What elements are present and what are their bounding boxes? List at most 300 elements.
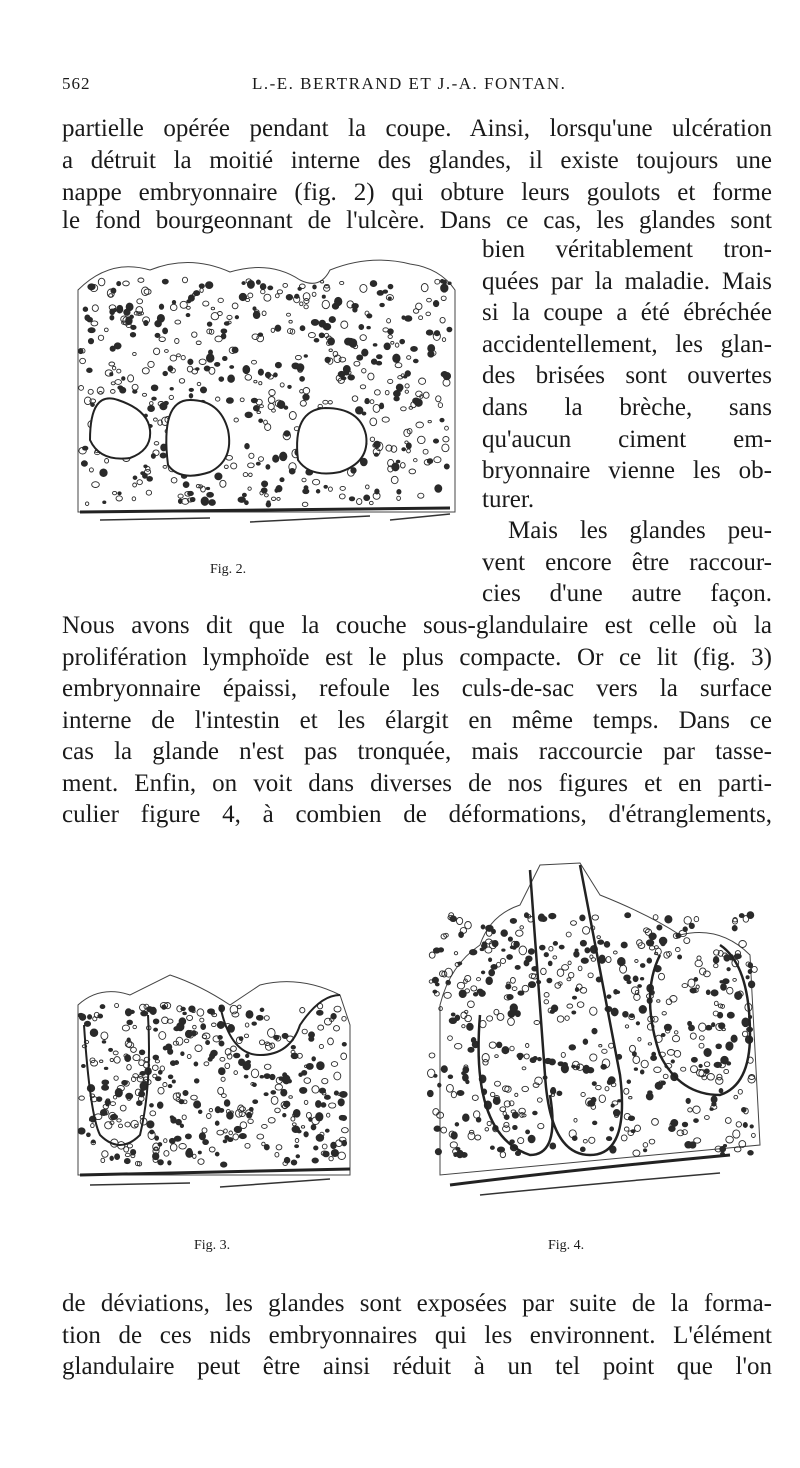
cell-stipple xyxy=(296,1155,300,1158)
cell-stipple xyxy=(217,1022,224,1029)
cell-stipple xyxy=(92,305,98,312)
cell-stipple xyxy=(495,1081,501,1086)
cell-stipple xyxy=(245,412,252,418)
cell-stipple xyxy=(601,1064,607,1069)
cell-stipple xyxy=(720,981,723,983)
cell-stipple xyxy=(518,1138,524,1144)
cell-stipple xyxy=(433,948,440,953)
cell-stipple xyxy=(659,937,667,944)
cell-stipple xyxy=(545,1058,552,1063)
cell-stipple xyxy=(232,303,238,309)
cell-stipple xyxy=(574,951,579,957)
cell-stipple xyxy=(329,349,332,352)
cell-stipple xyxy=(231,1046,237,1051)
cell-stipple xyxy=(339,1115,345,1120)
cell-stipple xyxy=(697,956,701,960)
cell-stipple xyxy=(515,1093,518,1096)
cell-stipple xyxy=(265,424,271,431)
cell-stipple xyxy=(727,968,730,971)
cell-stipple xyxy=(475,1135,481,1140)
cell-stipple xyxy=(727,987,733,994)
cell-stipple xyxy=(712,1102,716,1106)
cell-stipple xyxy=(716,1078,723,1085)
cell-stipple xyxy=(312,1086,319,1093)
cell-stipple xyxy=(157,314,164,322)
cell-stipple xyxy=(486,977,493,985)
cell-stipple xyxy=(300,401,306,407)
cell-stipple xyxy=(727,1012,734,1018)
cell-stipple xyxy=(725,1118,731,1124)
cell-stipple xyxy=(572,996,576,999)
cell-stipple xyxy=(215,1152,219,1156)
cell-stipple xyxy=(512,987,517,991)
cell-stipple xyxy=(148,361,154,367)
cell-stipple xyxy=(439,1007,443,1011)
cell-stipple xyxy=(151,385,158,391)
cell-stipple xyxy=(458,962,462,965)
cell-stipple xyxy=(471,1038,476,1043)
cell-stipple xyxy=(312,1057,316,1061)
cell-stipple xyxy=(265,372,270,378)
cell-stipple xyxy=(468,1001,475,1008)
cell-stipple xyxy=(85,502,88,506)
cell-stipple xyxy=(109,362,115,366)
cell-stipple xyxy=(175,339,179,344)
cell-stipple xyxy=(256,462,260,465)
cell-stipple xyxy=(168,1161,171,1165)
cell-stipple xyxy=(342,1140,347,1146)
cell-stipple xyxy=(185,1030,192,1037)
cell-stipple xyxy=(480,948,484,951)
cell-stipple xyxy=(643,1149,646,1152)
cell-stipple xyxy=(629,1014,634,1018)
cell-stipple xyxy=(442,338,445,342)
cell-stipple xyxy=(634,1068,637,1071)
cell-stipple xyxy=(553,956,557,959)
cell-stipple xyxy=(211,313,219,320)
cell-stipple xyxy=(280,383,284,387)
cell-stipple xyxy=(449,1018,456,1024)
cell-stipple xyxy=(504,1122,509,1127)
cell-stipple xyxy=(557,1091,562,1095)
cell-stipple xyxy=(416,422,424,428)
cell-stipple xyxy=(118,1124,122,1128)
cell-stipple xyxy=(273,455,279,462)
cell-stipple xyxy=(405,316,412,322)
cell-stipple xyxy=(207,1114,212,1119)
cell-stipple xyxy=(588,973,593,978)
cell-stipple xyxy=(110,1102,115,1106)
cell-stipple xyxy=(182,1115,186,1120)
cell-stipple xyxy=(131,1047,137,1052)
cell-stipple xyxy=(198,1159,204,1165)
cell-stipple xyxy=(211,1050,218,1056)
cell-stipple xyxy=(676,948,681,952)
cell-stipple xyxy=(105,1122,112,1129)
fig-4-drawing xyxy=(420,855,770,1210)
cell-stipple xyxy=(163,328,168,334)
cell-stipple xyxy=(470,950,477,955)
cell-stipple xyxy=(522,1067,526,1070)
cell-stipple xyxy=(661,1033,665,1036)
cell-stipple xyxy=(322,1144,327,1149)
cell-stipple xyxy=(101,1032,108,1040)
cell-stipple xyxy=(283,1073,287,1078)
cell-stipple xyxy=(252,334,259,340)
cell-stipple xyxy=(177,354,181,357)
cell-stipple xyxy=(249,473,253,476)
cell-stipple xyxy=(636,1022,639,1025)
cell-stipple xyxy=(165,350,169,353)
cell-stipple xyxy=(207,492,214,497)
cell-stipple xyxy=(503,1126,510,1132)
cell-stipple xyxy=(155,1060,159,1063)
cell-stipple xyxy=(538,914,544,921)
cell-stipple xyxy=(517,1053,523,1058)
cell-stipple xyxy=(150,402,154,406)
cell-stipple xyxy=(618,1100,622,1102)
cell-stipple xyxy=(115,1154,120,1160)
cell-stipple xyxy=(492,929,496,934)
cell-stipple xyxy=(295,294,299,298)
cell-stipple xyxy=(597,936,601,939)
cell-stipple xyxy=(354,361,360,366)
cell-stipple xyxy=(258,369,263,375)
cell-stipple xyxy=(124,1159,130,1164)
cell-stipple xyxy=(268,397,275,404)
cell-stipple xyxy=(154,442,159,445)
cell-stipple xyxy=(283,283,288,287)
cell-stipple xyxy=(727,1062,731,1065)
text-line: tion de ces nids embryonnaires qui les environnent. L'élément xyxy=(62,1322,772,1349)
cell-stipple xyxy=(558,1062,564,1066)
cell-stipple xyxy=(335,297,342,305)
cell-stipple xyxy=(433,301,438,307)
cell-stipple xyxy=(652,1052,656,1056)
cell-stipple xyxy=(283,1114,286,1117)
cell-stipple xyxy=(616,991,620,994)
cell-stipple xyxy=(243,1062,251,1070)
cell-stipple xyxy=(592,915,598,920)
cell-stipple xyxy=(166,1044,172,1050)
cell-stipple xyxy=(356,407,363,414)
cell-stipple xyxy=(270,1074,275,1079)
cell-stipple xyxy=(602,1049,607,1053)
cell-stipple xyxy=(189,388,193,391)
text-line: vent encore être raccour- xyxy=(482,549,772,576)
cell-stipple xyxy=(130,1010,135,1013)
cell-stipple xyxy=(302,1070,307,1075)
cell-stipple xyxy=(298,287,302,290)
cell-stipple xyxy=(500,1107,506,1112)
cell-stipple xyxy=(295,355,301,359)
cell-stipple xyxy=(377,291,383,296)
cell-stipple xyxy=(203,301,209,306)
cell-stipple xyxy=(297,1130,301,1133)
cell-stipple xyxy=(432,977,438,983)
cell-stipple xyxy=(322,295,325,298)
text-line: partielle opérée pendant la coupe. Ainsi, lorsqu'une ulcération xyxy=(62,115,772,142)
cell-stipple xyxy=(78,1128,85,1134)
cell-stipple xyxy=(268,403,274,409)
cell-stipple xyxy=(387,319,391,323)
cell-stipple xyxy=(497,1147,504,1152)
cell-stipple xyxy=(667,1050,674,1056)
cell-stipple xyxy=(286,294,292,300)
cell-stipple xyxy=(257,1134,264,1139)
cell-stipple xyxy=(300,1087,307,1093)
cell-stipple xyxy=(508,1018,515,1026)
cell-stipple xyxy=(162,279,168,284)
cell-stipple xyxy=(448,282,451,285)
cell-stipple xyxy=(228,375,235,382)
cell-stipple xyxy=(663,1074,668,1078)
cell-stipple xyxy=(114,1057,120,1064)
cell-stipple xyxy=(646,940,653,946)
cell-stipple xyxy=(289,1096,293,1099)
cell-stipple xyxy=(534,1021,540,1025)
cell-stipple xyxy=(695,960,702,967)
cell-stipple xyxy=(401,407,407,411)
cell-stipple xyxy=(607,995,611,999)
cell-stipple xyxy=(590,1054,597,1061)
cell-stipple xyxy=(261,290,265,294)
cell-stipple xyxy=(198,1110,202,1113)
cell-stipple xyxy=(445,968,453,977)
cell-stipple xyxy=(682,1130,687,1135)
cell-stipple xyxy=(181,1007,186,1010)
cell-stipple xyxy=(629,1097,632,1099)
cell-stipple xyxy=(490,1146,494,1149)
cell-stipple xyxy=(251,1069,258,1078)
cell-stipple xyxy=(611,1008,618,1016)
cell-stipple xyxy=(264,1074,270,1079)
cell-stipple xyxy=(391,341,394,344)
cell-stipple xyxy=(265,494,269,497)
cell-stipple xyxy=(312,292,316,296)
cell-stipple xyxy=(206,487,209,489)
cell-stipple xyxy=(501,930,508,937)
cell-stipple xyxy=(652,1119,659,1126)
cell-stipple xyxy=(243,366,250,374)
cell-stipple xyxy=(102,1080,109,1085)
cell-stipple xyxy=(395,343,399,347)
cell-stipple xyxy=(88,338,93,343)
cell-stipple xyxy=(416,391,423,397)
cell-stipple xyxy=(485,1128,489,1131)
cell-stipple xyxy=(686,1098,690,1103)
cell-stipple xyxy=(658,973,664,980)
cell-stipple xyxy=(256,280,260,284)
cell-stipple xyxy=(114,343,121,349)
cell-stipple xyxy=(648,1043,651,1045)
cell-stipple xyxy=(142,368,149,374)
cell-stipple xyxy=(489,970,495,976)
cell-stipple xyxy=(221,1077,225,1081)
cell-stipple xyxy=(691,1057,697,1062)
cell-stipple xyxy=(261,488,267,493)
text-line: glandulaire peut être ainsi réduit à un tel point que l'on xyxy=(62,1353,772,1380)
cell-stipple xyxy=(247,280,254,288)
cell-stipple xyxy=(438,1083,441,1087)
cell-stipple xyxy=(489,958,492,962)
cell-stipple xyxy=(91,1124,95,1128)
cell-stipple xyxy=(110,315,114,320)
text-line: de déviations, les glandes sont exposées par suite de la forma- xyxy=(62,1290,772,1317)
cell-stipple xyxy=(336,1140,343,1147)
cell-stipple xyxy=(427,459,432,463)
cell-stipple xyxy=(262,311,266,316)
cell-stipple xyxy=(215,1107,220,1113)
cell-stipple xyxy=(303,489,309,494)
cell-stipple xyxy=(331,1062,337,1067)
cell-stipple xyxy=(433,1109,439,1116)
cell-stipple xyxy=(477,989,483,993)
cell-stipple xyxy=(451,1132,457,1139)
cell-stipple xyxy=(259,457,264,462)
cell-stipple xyxy=(153,1153,159,1160)
cell-stipple xyxy=(409,469,416,474)
cell-stipple xyxy=(238,497,245,502)
cell-stipple xyxy=(413,309,418,314)
cell-stipple xyxy=(128,375,134,382)
cell-stipple xyxy=(111,382,115,385)
cell-stipple xyxy=(240,1107,246,1111)
cell-stipple xyxy=(164,1151,169,1157)
cell-stipple xyxy=(682,984,688,988)
cell-stipple xyxy=(376,361,381,365)
cell-stipple xyxy=(140,1004,147,1011)
cell-stipple xyxy=(489,1042,496,1048)
cell-stipple xyxy=(562,965,569,971)
cell-stipple xyxy=(418,493,424,498)
cell-stipple xyxy=(421,284,428,292)
cell-stipple xyxy=(293,1109,300,1117)
cell-stipple xyxy=(591,958,595,962)
cell-stipple xyxy=(186,314,190,317)
cell-stipple xyxy=(540,945,546,950)
cell-stipple xyxy=(370,418,377,426)
cell-stipple xyxy=(103,501,106,504)
cell-stipple xyxy=(88,389,93,394)
cell-stipple xyxy=(428,1069,435,1077)
text-line: qu'aucun ciment em- xyxy=(482,426,772,453)
cell-stipple xyxy=(125,1153,130,1156)
cell-stipple xyxy=(276,486,282,492)
cell-stipple xyxy=(426,330,433,335)
cell-stipple xyxy=(80,358,86,363)
cell-stipple xyxy=(713,957,719,963)
cell-stipple xyxy=(240,398,244,402)
cell-stipple xyxy=(163,466,167,469)
cell-stipple xyxy=(304,299,309,304)
cell-stipple xyxy=(291,1046,295,1050)
cell-stipple xyxy=(164,1139,167,1143)
cell-stipple xyxy=(257,411,261,414)
cell-stipple xyxy=(474,1111,480,1118)
cell-stipple xyxy=(302,502,308,506)
cell-stipple xyxy=(183,1012,187,1015)
cell-stipple xyxy=(683,927,687,932)
cell-stipple xyxy=(268,1118,275,1123)
cell-stipple xyxy=(359,325,364,330)
cell-stipple xyxy=(288,1080,292,1083)
cell-stipple xyxy=(443,280,447,284)
cell-stipple xyxy=(360,385,365,389)
cell-stipple xyxy=(688,979,695,987)
cell-stipple xyxy=(704,1049,711,1057)
cell-stipple xyxy=(506,984,511,989)
cell-stipple xyxy=(279,1077,283,1081)
cell-stipple xyxy=(92,1140,96,1143)
cell-stipple xyxy=(275,325,281,331)
cell-stipple xyxy=(252,1022,257,1025)
cell-stipple xyxy=(109,1048,113,1051)
cell-stipple xyxy=(592,1028,597,1034)
cell-stipple xyxy=(441,372,448,377)
cell-stipple xyxy=(118,492,121,495)
cell-stipple xyxy=(674,1031,678,1034)
cell-stipple xyxy=(79,386,84,391)
cell-stipple xyxy=(339,357,346,362)
cell-stipple xyxy=(137,299,143,304)
cell-stipple xyxy=(639,1006,646,1014)
cell-stipple xyxy=(204,1062,209,1066)
cell-stipple xyxy=(734,1095,738,1099)
cell-stipple xyxy=(141,472,145,475)
cell-stipple xyxy=(179,1144,186,1150)
cell-stipple xyxy=(752,966,758,972)
cell-stipple xyxy=(423,449,428,454)
cell-stipple xyxy=(551,1088,555,1092)
cell-stipple xyxy=(183,1091,188,1096)
cell-stipple xyxy=(739,914,744,918)
cell-stipple xyxy=(451,1013,455,1016)
cell-stipple xyxy=(116,496,122,501)
cell-stipple xyxy=(275,1152,279,1157)
cell-stipple xyxy=(323,1151,329,1157)
cell-stipple xyxy=(234,1071,238,1075)
cell-stipple xyxy=(260,284,266,290)
cell-stipple xyxy=(242,493,246,497)
cell-stipple xyxy=(271,497,275,500)
text-line: nappe embryonnaire (fig. 2) qui obture leurs goulots et forme xyxy=(62,179,772,206)
cell-stipple xyxy=(291,1160,297,1165)
cell-stipple xyxy=(714,1062,722,1067)
cell-stipple xyxy=(83,307,88,311)
cell-stipple xyxy=(233,1134,239,1140)
cell-stipple xyxy=(720,1146,726,1152)
cell-stipple xyxy=(522,985,529,992)
text-line: dans la brèche, sans xyxy=(482,394,772,421)
cell-stipple xyxy=(246,1011,253,1019)
cell-stipple xyxy=(620,965,627,973)
page-number: 562 xyxy=(62,74,91,93)
fig-3-drawing xyxy=(70,965,360,1205)
cell-stipple xyxy=(245,444,250,449)
cell-stipple xyxy=(507,955,513,960)
cell-stipple xyxy=(549,946,553,951)
cell-stipple xyxy=(351,468,356,474)
cell-stipple xyxy=(340,1091,348,1097)
text-line: Mais les glandes peu- xyxy=(508,517,772,544)
cell-stipple xyxy=(97,387,104,394)
cell-stipple xyxy=(418,436,426,443)
cell-stipple xyxy=(648,1091,653,1094)
cell-stipple xyxy=(300,326,305,331)
cell-stipple xyxy=(83,446,88,450)
cell-stipple xyxy=(716,1044,722,1049)
